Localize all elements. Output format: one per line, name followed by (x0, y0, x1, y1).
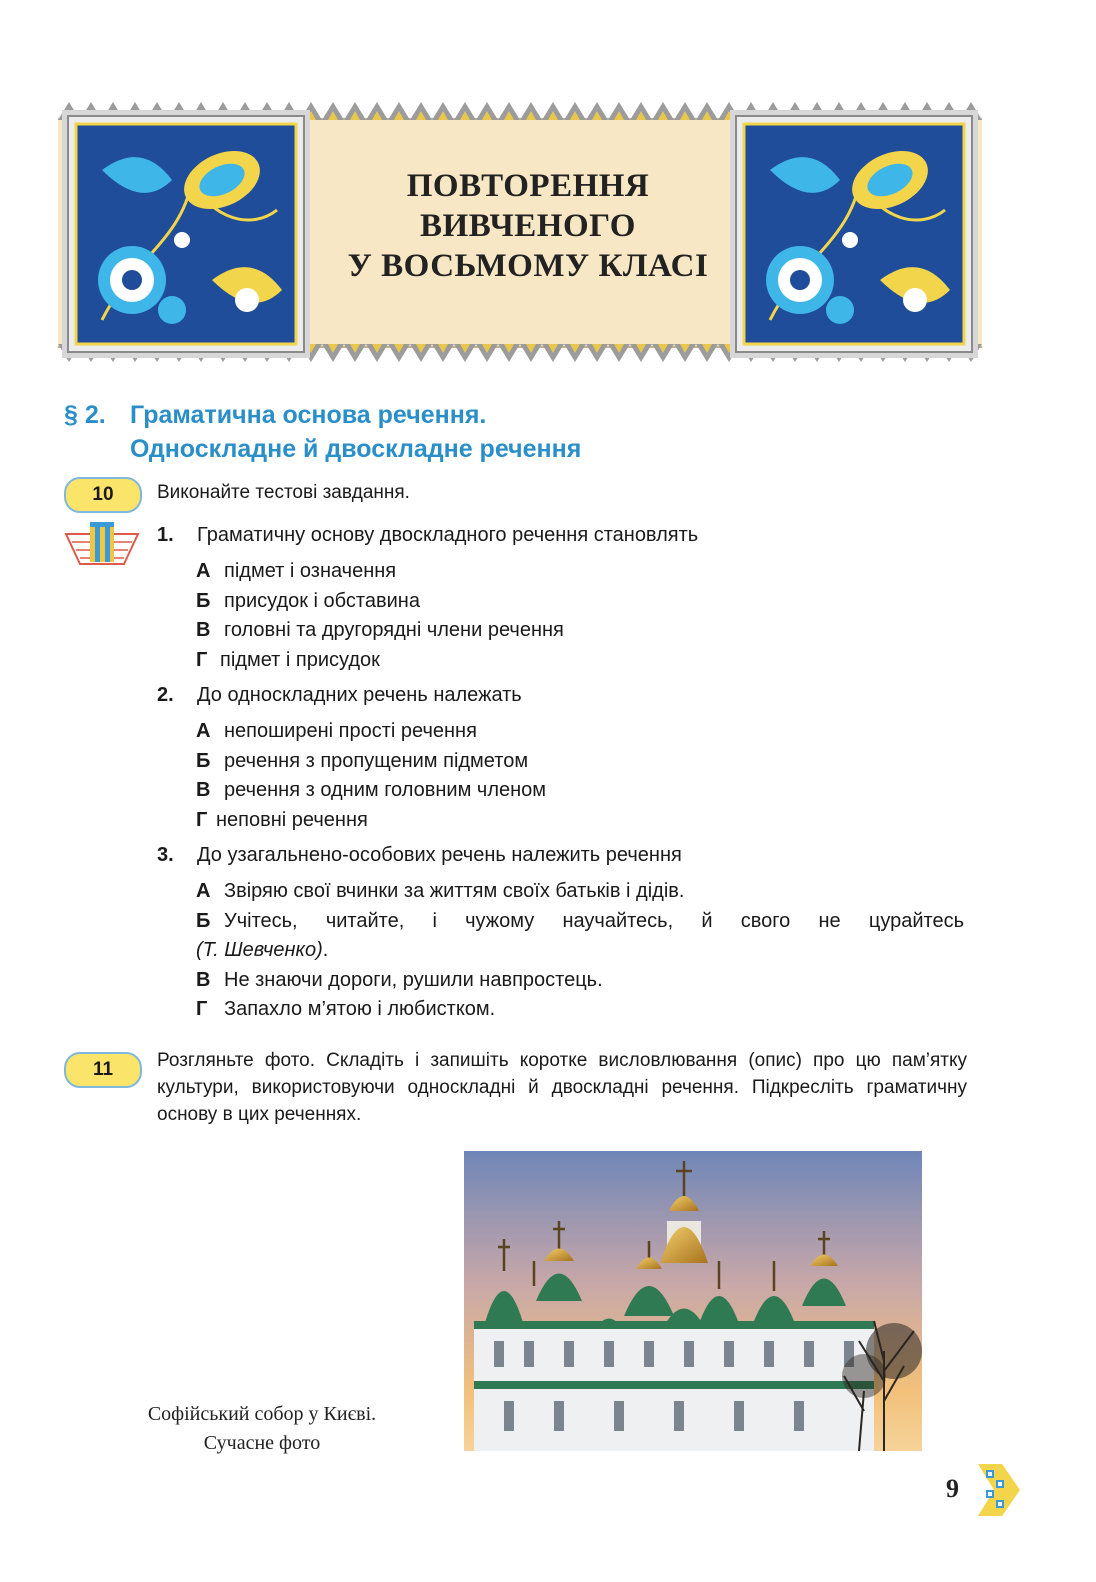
option-text: Звіряю свої вчинки за життям своїх батьків і дідів. (224, 880, 685, 902)
answer-option (196, 966, 964, 996)
question-number: 3. (157, 844, 174, 866)
option-text: Учітесь, читайте, і чужому научайтесь, й свого не цурайтесь (224, 909, 964, 932)
option-text: підмет і присудок (220, 648, 380, 671)
option-letter: А (196, 560, 211, 582)
page-number: 9 (946, 1474, 959, 1503)
answer-options (196, 877, 964, 1025)
exercise-instruction: Виконайте тестові завдання. (157, 482, 410, 503)
cathedral-photo (464, 1151, 922, 1451)
option-letter: В (196, 968, 211, 991)
option-text-end: . (322, 939, 329, 961)
answer-option (196, 587, 564, 617)
answer-options (196, 717, 546, 835)
option-letter: Б (196, 589, 211, 612)
answer-options (196, 557, 564, 675)
option-text: неповні речення (216, 808, 368, 831)
answer-option (196, 995, 964, 1025)
chapter-title-line: У ВОСЬМОМУ КЛАСІ (347, 248, 709, 284)
quote-author: (Т. Шевченко) (196, 939, 323, 961)
option-text: Не знаючи дороги, рушили навпростець. (224, 968, 603, 991)
option-text: Запахло м’ятою і любистком. (224, 998, 496, 1020)
photo-caption-line: Сучасне фото (203, 1432, 321, 1454)
chapter-banner (58, 98, 982, 366)
option-letter: В (196, 779, 211, 801)
answer-option (196, 747, 546, 777)
exercise-instruction: Розгляньте фото. Складіть і запишіть коротке висловлювання (опис) про цю пам’ятку культури, використовуючи односкладні й двоскладні речення. Підкресліть граматичну основу в цих реченнях. (157, 1050, 967, 1125)
section-title-line1: Граматична основа речення. (130, 401, 487, 429)
exercise-number-badge: 10 (64, 477, 142, 513)
answer-option (196, 616, 564, 646)
option-letter: В (196, 619, 211, 641)
answer-option-continuation (196, 936, 964, 966)
option-text: підмет і означення (224, 560, 397, 582)
option-letter: Б (196, 909, 211, 932)
answer-option (196, 877, 964, 907)
corner-ornament-icon (976, 1462, 1022, 1518)
answer-option (196, 717, 546, 747)
option-text: речення з одним головним членом (224, 779, 547, 801)
option-letter: Г (196, 648, 208, 671)
option-letter: Г (196, 808, 208, 831)
test-question (157, 681, 522, 710)
option-letter: Г (196, 998, 208, 1020)
section-heading (64, 398, 581, 466)
question-number: 2. (157, 684, 174, 706)
chapter-title-line: ВИВЧЕНОГО (420, 208, 636, 244)
option-text: присудок і обставина (224, 589, 420, 612)
option-text: непоширені прості речення (224, 720, 477, 742)
photo-caption-line: Софійський собор у Києві. (147, 1403, 377, 1425)
question-text: До односкладних речень належать (197, 684, 522, 706)
option-letter: А (196, 720, 211, 742)
photo-caption (112, 1400, 412, 1458)
ornament-tile-icon (62, 110, 310, 358)
chapter-title (318, 166, 738, 286)
test-icon (64, 520, 140, 566)
option-letter: А (196, 880, 211, 902)
exercise-number-badge: 11 (64, 1052, 142, 1088)
answer-option (196, 806, 546, 836)
answer-option (196, 907, 964, 937)
option-text: головні та другорядні члени речення (224, 619, 564, 641)
question-text: До узагальнено-особових речень належить речення (197, 844, 682, 866)
ornament-tile-icon (730, 110, 978, 358)
test-question (157, 841, 682, 870)
section-title-line2: Односкладне й двоскладне речення (130, 435, 582, 463)
answer-option (196, 776, 546, 806)
option-letter: Б (196, 749, 211, 772)
section-number: § 2. (64, 401, 106, 429)
question-number: 1. (157, 524, 174, 546)
question-text: Граматичну основу двоскладного речення становлять (197, 524, 699, 546)
answer-option (196, 557, 564, 587)
answer-option (196, 646, 564, 676)
option-text: речення з пропущеним підметом (224, 749, 529, 772)
test-question (157, 521, 698, 550)
chapter-title-line: ПОВТОРЕННЯ (406, 168, 650, 204)
